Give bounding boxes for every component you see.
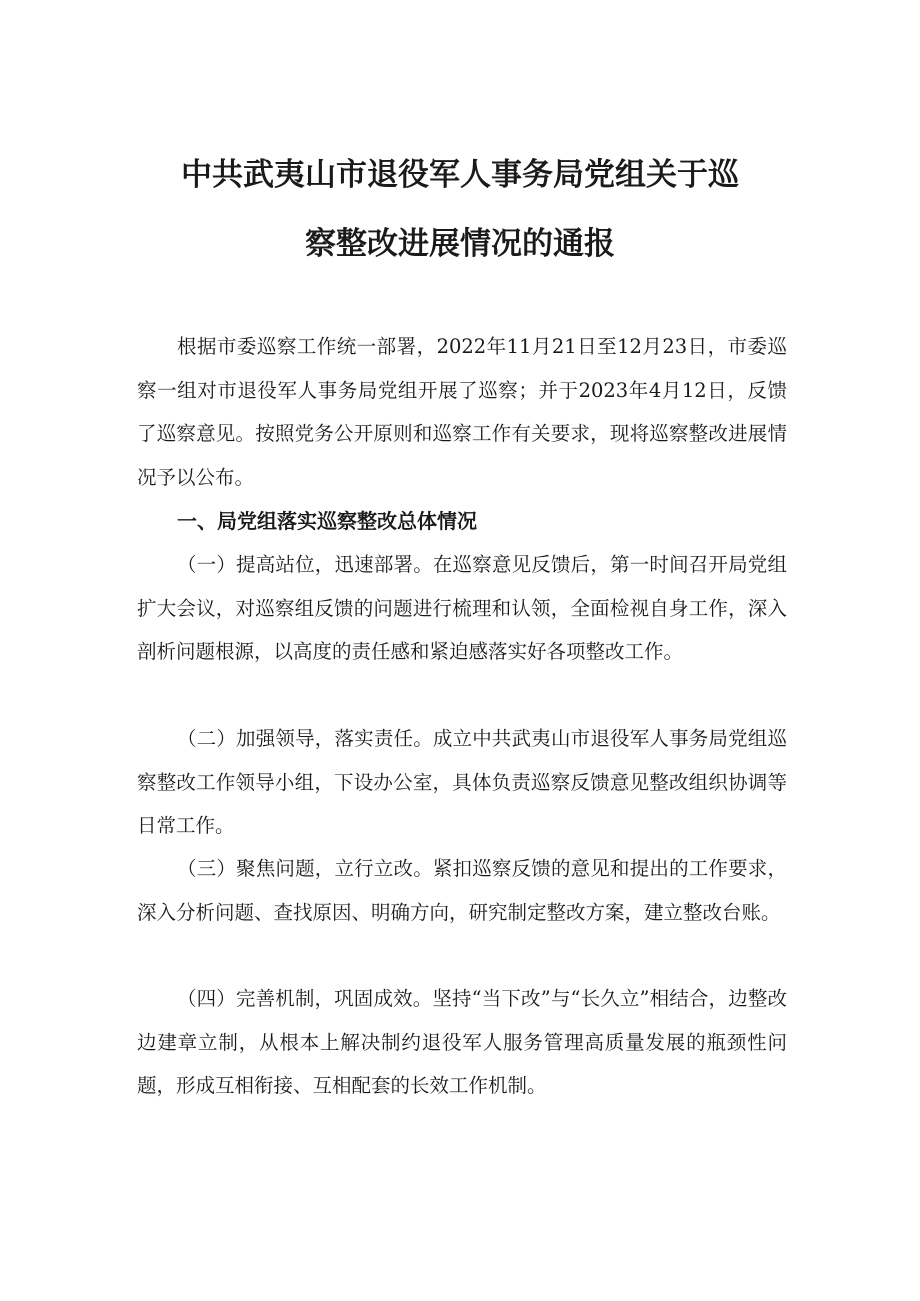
paragraph-3: （三）聚焦问题，立行立改。紧扣巡察反馈的意见和提出的工作要求，深入分析问题、查找原因、明确方向，研究制定整改方案，建立整改台账。 — [137, 857, 787, 924]
section-heading-1: 一、局党组落实巡察整改总体情况 — [177, 509, 477, 533]
document-title-line-1: 中共武夷山市退役军人事务局党组关于巡 — [181, 157, 739, 193]
paragraph-4: （四）完善机制，巩固成效。坚持“当下改”与“长久立”相结合，边整改边建章立制，从根本上解决制约退役军人服务管理高质量发展的瓶颈性问题，形成互相衔接、互相配套的长效工作机制。 — [137, 987, 787, 1097]
intro-paragraph: 根据市委巡察工作统一部署，2022年11月21日至12月23日，市委巡察一组对市退役军人事务局党组开展了巡察；并于2023年4月12日，反馈了巡察意见。按照党务公开原则和巡察工作有关要求，现将巡察整改进展情况予以公布。 — [137, 335, 787, 489]
paragraph-2: （二）加强领导，落实责任。成立中共武夷山市退役军人事务局党组巡察整改工作领导小组，下设办公室，具体负责巡察反馈意见整改组织协调等日常工作。 — [137, 727, 787, 837]
document-title-line-2: 察整改进展情况的通报 — [305, 226, 615, 262]
paragraph-1: （一）提高站位，迅速部署。在巡察意见反馈后，第一时间召开局党组扩大会议，对巡察组反馈的问题进行梳理和认领，全面检视自身工作，深入剖析问题根源，以高度的责任感和紧迫感落实好各项整改工作。 — [137, 553, 787, 663]
